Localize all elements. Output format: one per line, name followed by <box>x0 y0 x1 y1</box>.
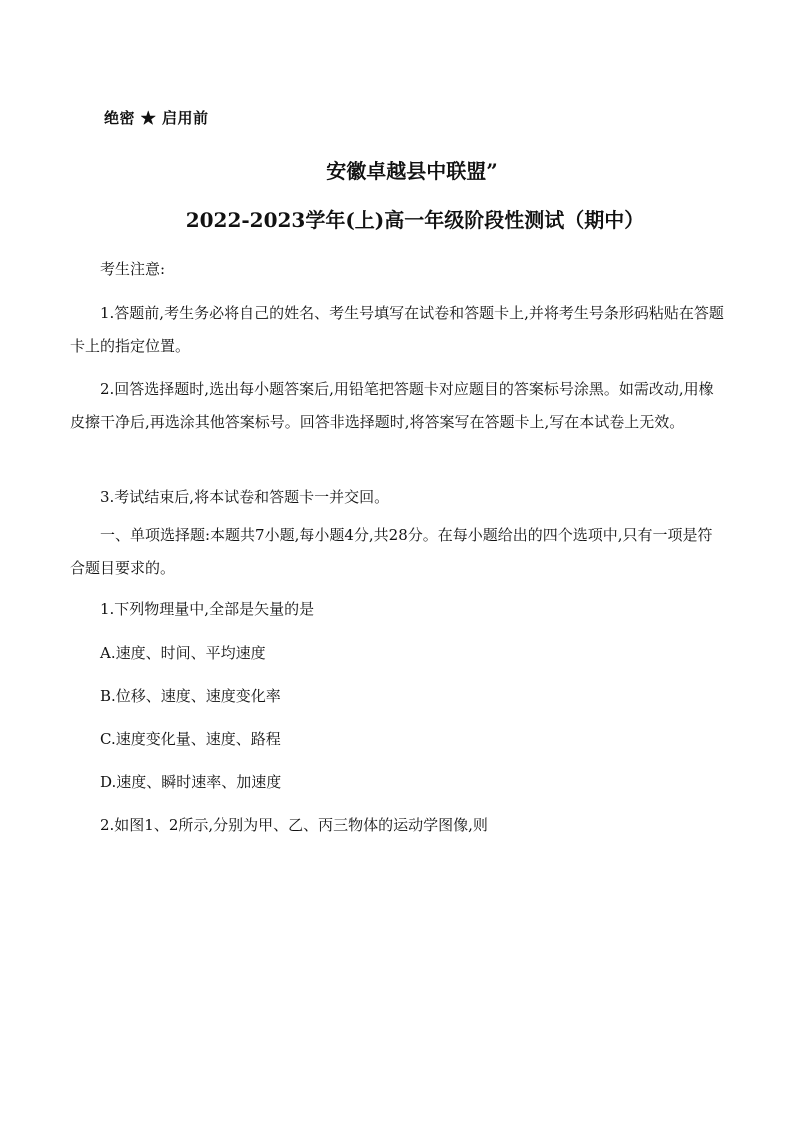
exam-title-test: 2022-2023学年(上)高一年级阶段性测试（期中） <box>185 208 645 232</box>
notice-item-1: 1.答题前,考生务必将自己的姓名、考生号填写在试卷和答题卡上,并将考生号条形码粘贴在答题卡上的指定位置。 <box>70 304 724 355</box>
section-heading-single-choice: 一、单项选择题:本题共7小题,每小题4分,共28分。在每小题给出的四个选项中,只有一项是符合题目要求的。 <box>70 526 713 577</box>
exam-title-alliance: 安徽卓越县中联盟” <box>326 159 498 183</box>
notice-item-3: 3.考试结束后,将本试卷和答题卡一并交回。 <box>100 488 390 506</box>
question-2-stem: 2.如图1、2所示,分别为甲、乙、丙三物体的运动学图像,则 <box>100 816 488 834</box>
question-1-option-b: B.位移、速度、速度变化率 <box>100 687 281 705</box>
notice-item-2: 2.回答选择题时,选出每小题答案后,用铅笔把答题卡对应题目的答案标号涂黑。如需改动,用橡皮擦干净后,再选涂其他答案标号。回答非选择题时,将答案写在答题卡上,写在本试卷上无效。 <box>70 380 714 431</box>
confidential-label: 绝密 ★ 启用前 <box>104 109 209 127</box>
notice-heading: 考生注意: <box>100 260 166 278</box>
question-1-stem: 1.下列物理量中,全部是矢量的是 <box>100 600 315 618</box>
question-1-option-a: A.速度、时间、平均速度 <box>100 644 266 662</box>
question-1-option-d: D.速度、瞬时速率、加速度 <box>100 773 282 791</box>
question-1-option-c: C.速度变化量、速度、路程 <box>100 730 281 748</box>
